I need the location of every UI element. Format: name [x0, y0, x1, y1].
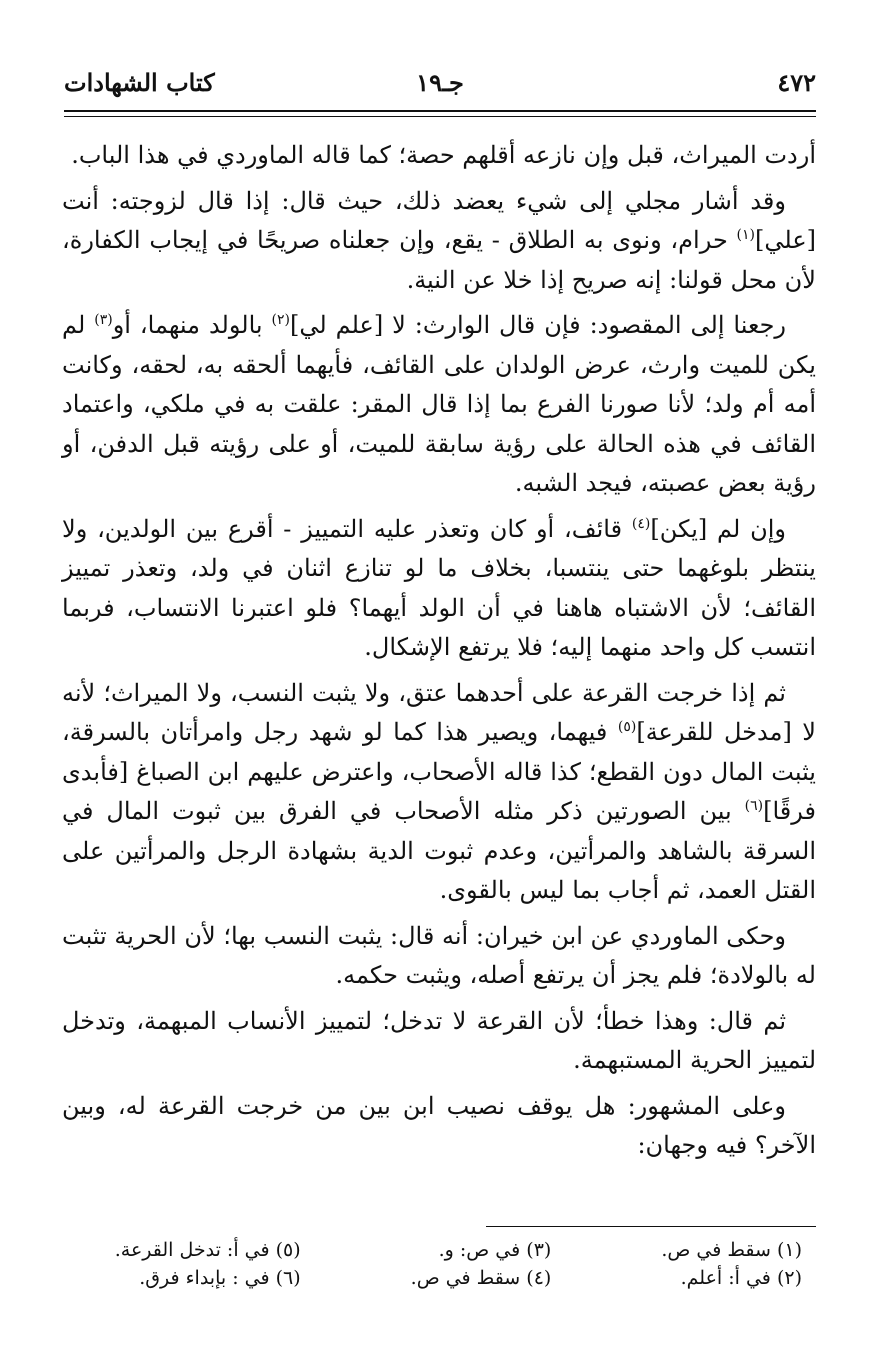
footnote [64, 1236, 315, 1264]
text-run: حرام، ونوى به الطلاق - يقع، وإن جعلناه صريحًا في إيجاب الكفارة، لأن محل قولنا: إنه صريح إذا خلا عن النية. [62, 226, 816, 294]
footnote-marker: (٢) [271, 312, 290, 328]
header-rule-thick [64, 110, 816, 112]
footnote [565, 1236, 816, 1264]
text-run: قائف، أو كان وتعذر عليه التمييز - أقرع بين الولدين، ولا ينتظر بلوغهما حتى ينتسبا، بخلاف ما لو تنازع اثنان في ولد، وتعذر تمييز القائف؛ لأن الاشتباه هاهنا في أن الولد أيهما؟ فلو اعتبرنا الانتساب، فربما انتسب كل واحد منهما إليه؛ فلا يرتفع الإشكال. [62, 514, 816, 661]
footnote-number: (٦) [275, 1267, 301, 1289]
text-run: وإن لم [يكن] [650, 514, 787, 543]
text-run: أردت الميراث، قبل وإن نازعه أقلهم حصة؛ كما قاله الماوردي في هذا الباب. [71, 141, 816, 169]
paragraph [62, 1087, 816, 1166]
volume-number: جـ١٩ [416, 68, 464, 97]
text-run: وعلى المشهور: هل يوقف نصيب ابن بين من خرجت القرعة له، وبين الآخر؟ فيه وجهان: [62, 1091, 816, 1159]
footnote-marker: (٤) [631, 515, 651, 532]
book-title: كتاب الشهادات [64, 68, 215, 97]
footnote-text: في أ: أعلم. [680, 1267, 771, 1289]
footnote [64, 1264, 315, 1292]
text-run: لم يكن للميت وارث، عرض الولدان على القائف، فأيهما ألحقه به، لحقه، وكانت أمه أم ولد؛ لأنا صورنا الفرع بما إذا قال المقر: علقت به في ملكي، واعتماد القائف في هذه الحالة على رؤية سابقة للميت، أو على رؤيته قبل الدفن، أو رؤية بعض عصبته، فيجد الشبه. [62, 311, 817, 497]
footnote-number: (١) [776, 1239, 802, 1261]
footnote-marker: (٦) [744, 798, 764, 814]
footnote-marker: (٣) [94, 312, 113, 328]
footnote-text: سقط في ص. [661, 1239, 771, 1261]
paragraph [62, 510, 816, 668]
paragraph [62, 136, 816, 176]
footnote-separator [486, 1226, 816, 1227]
text-run: وحكى الماوردي عن ابن خيران: أنه قال: يثبت النسب بها؛ لأن الحرية تثبت له بالولادة؛ فلم يجز أن يرتفع أصله، ويثبت حكمه. [62, 921, 816, 989]
footnote-marker: (٥) [617, 719, 637, 735]
main-text [62, 136, 816, 1172]
footnote-number: (٣) [526, 1239, 552, 1261]
footnote-grid [64, 1236, 816, 1292]
paragraph [62, 182, 816, 301]
footnote-text: في : بإبداء فرق. [139, 1267, 270, 1289]
paragraph [62, 306, 816, 504]
header-rule-thin [64, 116, 816, 117]
running-header [64, 64, 816, 104]
text-run: بالولد منهما، أو [112, 311, 272, 339]
text-run: وقد أشار مجلي إلى شيء يعضد ذلك، حيث قال: إذا قال لزوجته: أنت [علي] [62, 186, 816, 254]
footnote [315, 1236, 566, 1264]
footnote-text: في أ: تدخل القرعة. [114, 1239, 270, 1261]
text-run: ثم قال: وهذا خطأ؛ لأن القرعة لا تدخل؛ لتمييز الأنساب المبهمة، وتدخل لتمييز الحرية المستبهمة. [62, 1006, 816, 1074]
text-run: فيهما، ويصير هذا كما لو شهد رجل وامرأتان بالسرقة، يثبت المال دون القطع؛ كذا قاله الأصحاب، واعترض عليهم ابن الصباغ [فأبدى فرقًا] [62, 718, 816, 825]
footnote-text: في ص: و. [438, 1239, 521, 1261]
text-run: ثم إذا خرجت القرعة على أحدهما عتق، ولا يثبت النسب، ولا الميراث؛ لأنه لا [مدخل للقرعة] [62, 678, 816, 746]
paragraph [62, 917, 816, 996]
footnote-number: (٤) [526, 1267, 552, 1289]
page-number: ٤٧٢ [777, 68, 816, 97]
footnote [565, 1264, 816, 1292]
footnote-marker: (١) [736, 227, 755, 243]
footnotes [64, 1236, 816, 1292]
paragraph [62, 1002, 816, 1081]
text-run: بين الصورتين ذكر مثله الأصحاب في الفرق بين ثبوت المال في السرقة بالشاهد والمرأتين، وعدم ثبوت الدية بشهادة الرجل والمرأتين على القتل العمد، ثم أجاب بما ليس بالقوى. [62, 797, 816, 904]
footnote-number: (٢) [776, 1267, 802, 1289]
text-run: رجعنا إلى المقصود: فإن قال الوارث: لا [علم لي] [289, 311, 786, 339]
paragraph [62, 674, 816, 911]
footnote-text: سقط في ص. [410, 1267, 521, 1289]
footnote-number: (٥) [275, 1239, 301, 1261]
footnote [315, 1264, 566, 1292]
